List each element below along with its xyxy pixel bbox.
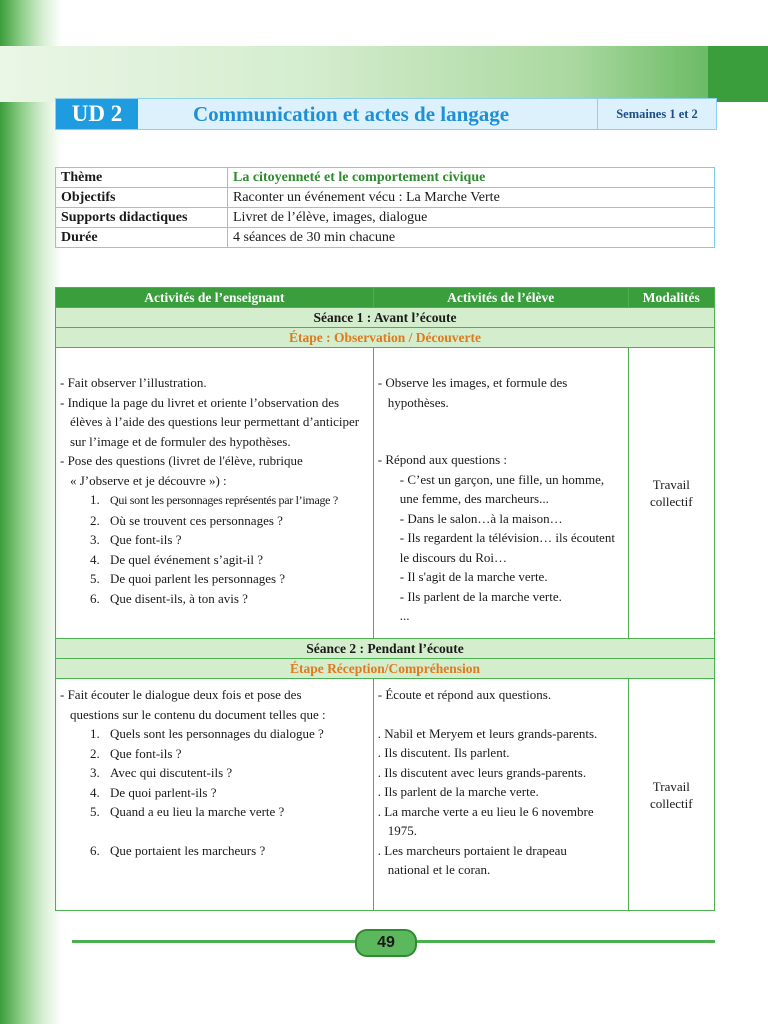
student-line: . La marche verte a eu lieu le 6 novembre xyxy=(377,803,594,819)
modality-line: collectif xyxy=(650,494,693,509)
seance-2-title: Séance 2 : Pendant l’écoute xyxy=(56,639,715,659)
student-line: - Observe les images, et formule des xyxy=(377,375,568,390)
info-value: Raconter un événement vécu : La Marche Verte xyxy=(228,188,715,208)
teacher-line: sur l’image et de formuler des hypothèses. xyxy=(70,433,291,449)
seance-1-title: Séance 1 : Avant l’écoute xyxy=(56,308,715,328)
teacher-line: « J’observe et je découvre ») : xyxy=(70,472,227,488)
teacher-line: - Fait écouter le dialogue deux fois et pose des xyxy=(60,687,302,702)
info-value: 4 séances de 30 min chacune xyxy=(228,228,715,248)
info-table xyxy=(55,167,715,248)
teacher-line: - Pose des questions (livret de l'élève, rubrique xyxy=(60,453,303,468)
question-item: 4. De quoi parlent-ils ? xyxy=(90,784,217,800)
seance-2-row xyxy=(56,679,715,911)
seance-2-modality xyxy=(628,679,714,911)
student-line: . Ils discutent avec leurs grands-parents. xyxy=(377,764,587,780)
teacher-line: questions sur le contenu du document telles que : xyxy=(70,706,326,722)
unit-title: Communication et actes de langage xyxy=(193,102,510,126)
info-row-duree xyxy=(56,228,715,248)
student-line: - Répond aux questions : xyxy=(377,452,508,467)
question-item: 1. Quels sont les personnages du dialogue ? xyxy=(90,726,324,741)
seance-1-row xyxy=(56,348,715,639)
left-decorative-band xyxy=(0,0,62,1024)
weeks-label: Semaines 1 et 2 xyxy=(597,99,716,129)
info-label: Durée xyxy=(56,228,228,248)
question-item: 2. Que font-ils ? xyxy=(90,745,182,761)
top-band-accent xyxy=(708,46,768,102)
info-row-objectifs xyxy=(56,188,715,208)
student-line: - Ils parlent de la marche verte. xyxy=(399,588,562,604)
seance-1-student-cell xyxy=(373,348,628,639)
header-teacher: Activités de l’enseignant xyxy=(56,288,374,308)
seance-2-student-cell xyxy=(373,679,628,911)
seance-1-modality xyxy=(628,348,714,639)
info-row-supports xyxy=(56,208,715,228)
seance-1-teacher-cell xyxy=(56,348,374,639)
info-label: Thème xyxy=(56,168,228,188)
question-item: 3. Avec qui discutent-ils ? xyxy=(90,765,233,780)
question-item: 6. Que disent-ils, à ton avis ? xyxy=(90,590,248,606)
question-item: 6. Que portaient les marcheurs ? xyxy=(90,842,266,858)
unit-header xyxy=(55,98,717,130)
question-item: 4. De quel événement s’agit-il ? xyxy=(90,551,264,567)
student-line: ... xyxy=(399,608,410,623)
student-line: - Il s'agit de la marche verte. xyxy=(399,569,548,584)
question-item: 5. Quand a eu lieu la marche verte ? xyxy=(90,804,285,819)
modality-line: Travail xyxy=(652,477,690,492)
info-value: Livret de l’élève, images, dialogue xyxy=(228,208,715,228)
student-line: . Ils parlent de la marche verte. xyxy=(377,784,539,799)
unit-badge: UD 2 xyxy=(56,99,138,129)
header-modality: Modalités xyxy=(628,288,714,308)
teacher-line: - Indique la page du livret et oriente l’observation des xyxy=(60,394,340,410)
seance-2-teacher-cell xyxy=(56,679,374,911)
student-line: - Dans le salon…à la maison… xyxy=(399,510,563,526)
student-line: . Nabil et Meryem et leurs grands-parents. xyxy=(377,725,598,741)
student-line: - Ils regardent la télévision… ils écoutent xyxy=(399,530,615,545)
teacher-line: - Fait observer l’illustration. xyxy=(60,375,207,390)
info-row-theme xyxy=(56,168,715,188)
student-line: national et le coran. xyxy=(387,862,491,877)
student-line: une femme, des marcheurs... xyxy=(399,491,549,506)
info-label: Objectifs xyxy=(56,188,228,208)
student-line: . Les marcheurs portaient le drapeau xyxy=(377,842,567,858)
student-line: hypothèses. xyxy=(387,394,449,410)
activities-table xyxy=(55,287,715,911)
student-line: 1975. xyxy=(387,823,418,838)
question-item: 3. Que font-ils ? xyxy=(90,532,182,547)
info-label: Supports didactiques xyxy=(56,208,228,228)
student-line: . Ils discutent. Ils parlent. xyxy=(377,745,510,760)
student-line: - C’est un garçon, une fille, un homme, xyxy=(399,471,605,487)
seance-2-etape: Étape Réception/Compréhension xyxy=(56,659,715,679)
modality-line: Travail xyxy=(652,778,690,794)
info-value: La citoyenneté et le comportement civique xyxy=(228,168,715,188)
header-student: Activités de l’élève xyxy=(373,288,628,308)
teacher-line: élèves à l’aide des questions leur permettant d’anticiper xyxy=(70,414,360,429)
modality-line: collectif xyxy=(650,795,693,811)
question-item: 2. Où se trouvent ces personnages ? xyxy=(90,512,283,528)
student-line: - Écoute et répond aux questions. xyxy=(377,687,552,702)
activities-header-row xyxy=(56,288,715,308)
question-item: 1. Qui sont les personnages représentés par l’image ? xyxy=(90,492,338,507)
seance-1-etape: Étape : Observation / Découverte xyxy=(56,328,715,348)
question-item: 5. De quoi parlent les personnages ? xyxy=(90,571,286,586)
page-number: 49 xyxy=(355,929,417,957)
student-line: le discours du Roi… xyxy=(399,549,508,565)
top-decorative-band xyxy=(0,46,768,102)
